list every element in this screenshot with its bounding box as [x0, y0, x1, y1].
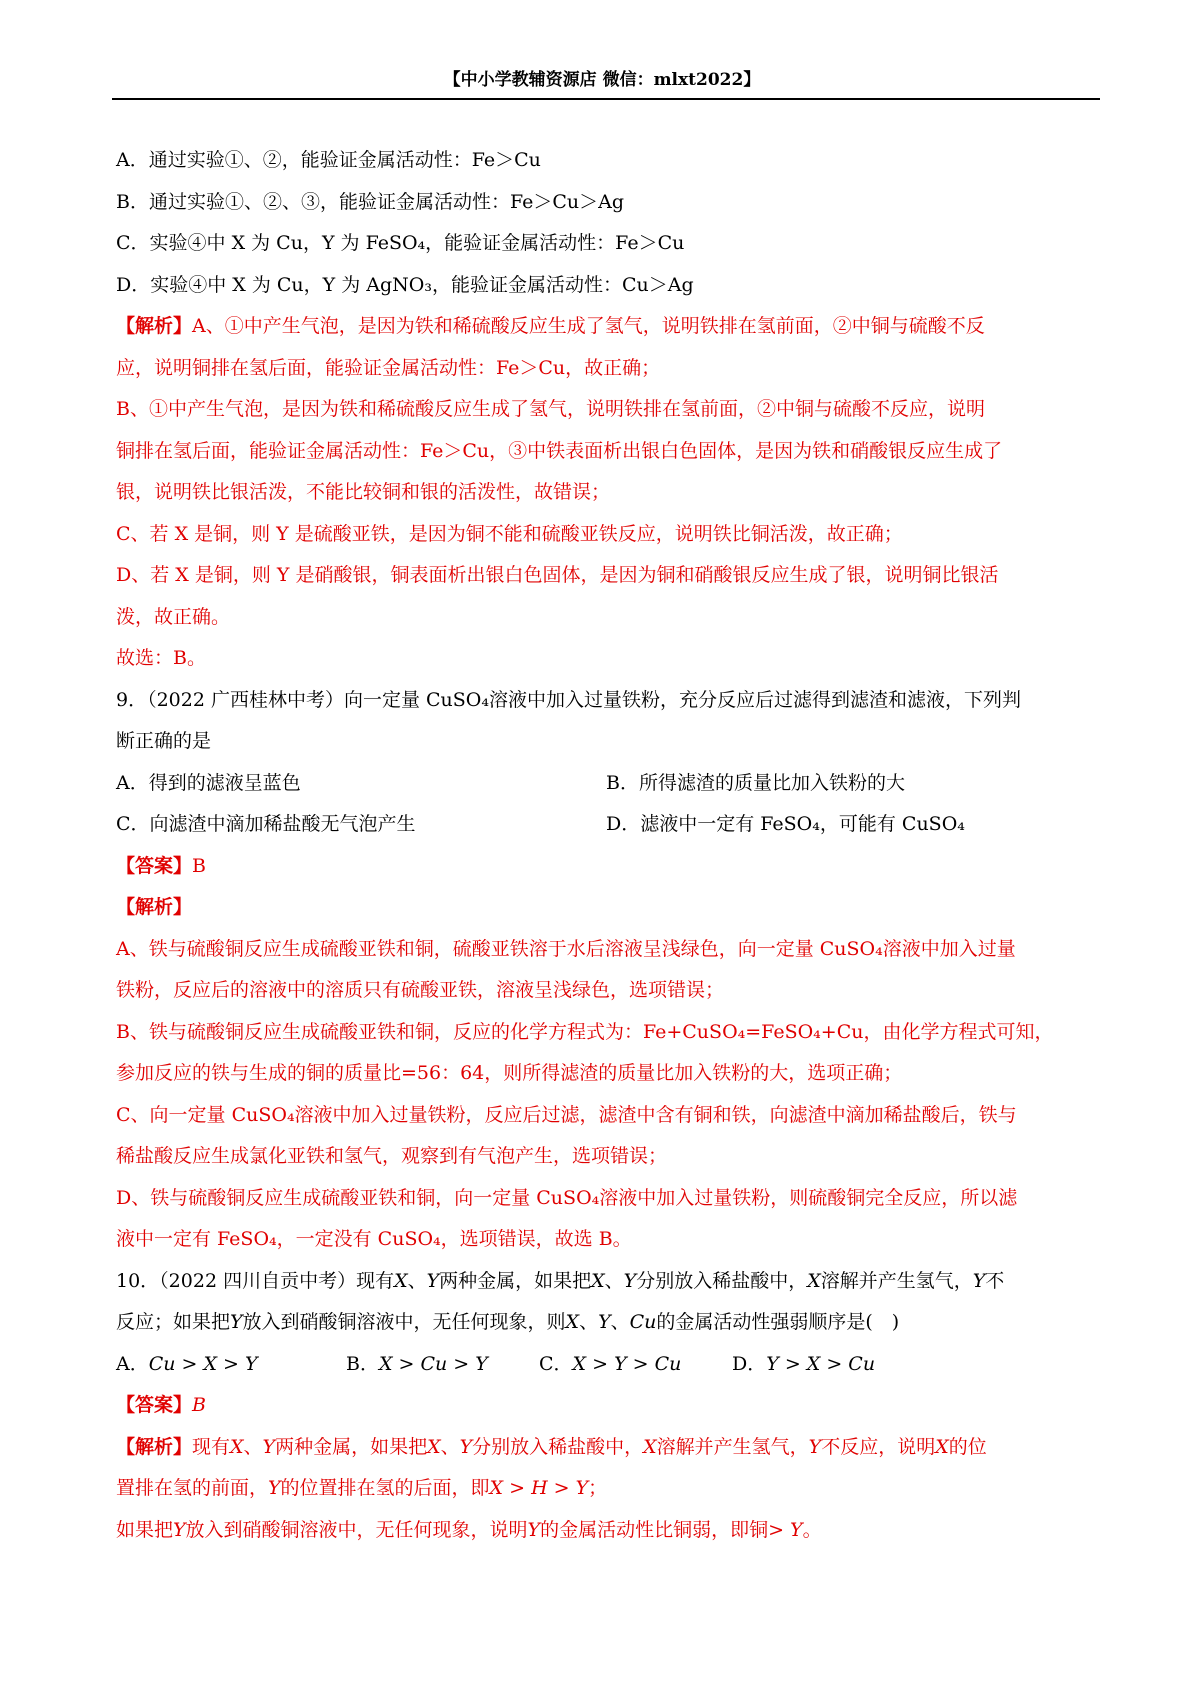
q8-option-a: A．通过实验①、②，能验证金属活动性：Fe＞Cu	[116, 149, 541, 171]
q8-analysis-line: B、①中产生气泡，是因为铁和稀硫酸反应生成了氢气，说明铁排在氢前面，②中铜与硫酸不反应，说明	[116, 398, 985, 420]
q9-analysis-line: B、铁与硫酸铜反应生成硫酸亚铁和铜，反应的化学方程式为：Fe+CuSO₄=FeSO₄+Cu，由化学方程式可知，	[116, 1020, 1054, 1043]
q8-analysis-line: C、若 X 是铜，则 Y 是硫酸亚铁，是因为铜不能和硫酸亚铁反应，说明铁比铜活泼，故正确；	[116, 522, 903, 545]
q8-analysis-line: D、若 X 是铜，则 Y 是硝酸银，铜表面析出银白色固体，是因为铜和硝酸银反应生成了银，说明铜比银活	[116, 564, 999, 586]
q10-option-b: B．𝑋 > 𝐶𝑢 > 𝑌	[346, 1352, 488, 1375]
q9-option-a: A．得到的滤液呈蓝色	[116, 771, 301, 794]
q8-analysis-text: A、①中产生气泡，是因为铁和稀硫酸反应生成了氢气，说明铁排在氢前面，②中铜与硫酸不反	[192, 315, 985, 337]
q9-analysis-line: 铁粉，反应后的溶液中的溶质只有硫酸亚铁，溶液呈浅绿色，选项错误；	[116, 979, 725, 1001]
q10-analysis-line: 如果把𝑌放入到硝酸铜溶液中，无任何现象，说明𝑌的金属活动性比铜弱，即铜> 𝑌。	[116, 1518, 822, 1541]
q9-analysis-tag: 【解析】	[116, 896, 193, 918]
q10-option-a: A．𝐶𝑢 > 𝑋 > 𝑌	[116, 1352, 258, 1375]
q8-choice: 故选：B。	[116, 647, 206, 669]
q8-analysis-line: 应，说明铜排在氢后面，能验证金属活动性：Fe＞Cu，故正确；	[116, 356, 661, 379]
q9-answer	[116, 846, 1096, 888]
q10-stem-cont: 反应；如果把𝑌放入到硝酸铜溶液中，无任何现象，则𝑋、𝑌、𝐶𝑢的金属活动性强弱顺序是( )	[116, 1311, 900, 1333]
q9-options-row-2	[116, 804, 1096, 846]
q8-option-c: C．实验④中 X 为 Cu，Y 为 FeSO₄，能验证金属活动性：Fe＞Cu	[116, 232, 685, 254]
q10-answer-value: 𝐵	[192, 1394, 206, 1416]
q10-option-c: C．𝑋 > 𝑌 > 𝐶𝑢	[539, 1352, 682, 1375]
q9-option-c: C．向滤渣中滴加稀盐酸无气泡产生	[116, 813, 416, 835]
q10-answer-tag: 【答案】	[116, 1394, 193, 1416]
q9-stem: 9．（2022 广西桂林中考）向一定量 CuSO₄溶液中加入过量铁粉，充分反应后过滤得到滤渣和滤液，下列判	[116, 688, 1022, 711]
q9-options-row-1	[116, 763, 1096, 805]
q9-answer-tag: 【答案】	[116, 854, 193, 877]
q9-analysis-line: A、铁与硫酸铜反应生成硫酸亚铁和铜，硫酸亚铁溶于水后溶液呈浅绿色，向一定量 CuSO₄溶液中加入过量	[116, 937, 1016, 960]
q9-option-b: B．所得滤渣的质量比加入铁粉的大	[606, 771, 905, 794]
q8-option-d: D．实验④中 X 为 Cu，Y 为 AgNO₃，能验证金属活动性：Cu＞Ag	[116, 273, 694, 296]
q8-analysis-tag: 【解析】	[116, 315, 193, 337]
page-header: 【中小学教辅资源店 微信：mlxt2022】	[443, 70, 761, 90]
q10-analysis-line: 置排在氢的前面，𝑌的位置排在氢的后面，即𝑋 > 𝐻 > 𝑌；	[116, 1477, 608, 1499]
q9-analysis-line: D、铁与硫酸铜反应生成硫酸亚铁和铜，向一定量 CuSO₄溶液中加入过量铁粉，则硫酸铜完全反应，所以滤	[116, 1186, 1018, 1209]
q10-options-row	[116, 1344, 1096, 1386]
q10-analysis-line	[116, 1427, 1096, 1469]
q8-analysis-line: 铜排在氢后面，能验证金属活动性：Fe＞Cu，③中铁表面析出银白色固体，是因为铁和硝酸银反应生成了	[116, 439, 1003, 462]
q9-analysis-line: 稀盐酸反应生成氯化亚铁和氢气，观察到有气泡产生，选项错误；	[116, 1145, 668, 1167]
header-divider	[112, 98, 1100, 100]
q9-option-d: D．滤液中一定有 FeSO₄，可能有 CuSO₄	[606, 813, 965, 835]
q9-analysis-line: C、向一定量 CuSO₄溶液中加入过量铁粉，反应后过滤，滤渣中含有铜和铁，向滤渣中滴加稀盐酸后，铁与	[116, 1103, 1017, 1126]
q8-analysis-line: 银，说明铁比银活泼，不能比较铜和银的活泼性，故错误；	[116, 481, 611, 503]
document-body	[116, 140, 1096, 1551]
q10-stem: 10．（2022 四川自贡中考）现有𝑋、𝑌两种金属，如果把𝑋、𝑌分别放入稀盐酸中，𝑋溶解并产生氢气，𝑌不	[116, 1269, 1005, 1292]
q8-analysis-line: 泼，故正确。	[116, 605, 231, 628]
q8-analysis-line	[116, 306, 1096, 348]
q9-stem-cont: 断正确的是	[116, 730, 212, 752]
q10-analysis-tag: 【解析】	[116, 1435, 193, 1458]
q10-option-d: D．𝑌 > 𝑋 > 𝐶𝑢	[732, 1352, 876, 1375]
q9-analysis-line: 液中一定有 FeSO₄，一定没有 CuSO₄，选项错误，故选 B。	[116, 1228, 632, 1250]
q10-answer	[116, 1385, 1096, 1427]
q9-analysis-line: 参加反应的铁与生成的铜的质量比=56：64，则所得滤渣的质量比加入铁粉的大，选项正确；	[116, 1062, 903, 1084]
q8-option-b: B．通过实验①、②、③，能验证金属活动性：Fe＞Cu＞Ag	[116, 190, 625, 213]
q10-analysis-text: 现有𝑋、𝑌两种金属，如果把𝑋、𝑌分别放入稀盐酸中，𝑋溶解并产生氢气，𝑌不反应，说明𝑋的位	[192, 1435, 987, 1458]
q9-answer-value: B	[192, 854, 206, 877]
